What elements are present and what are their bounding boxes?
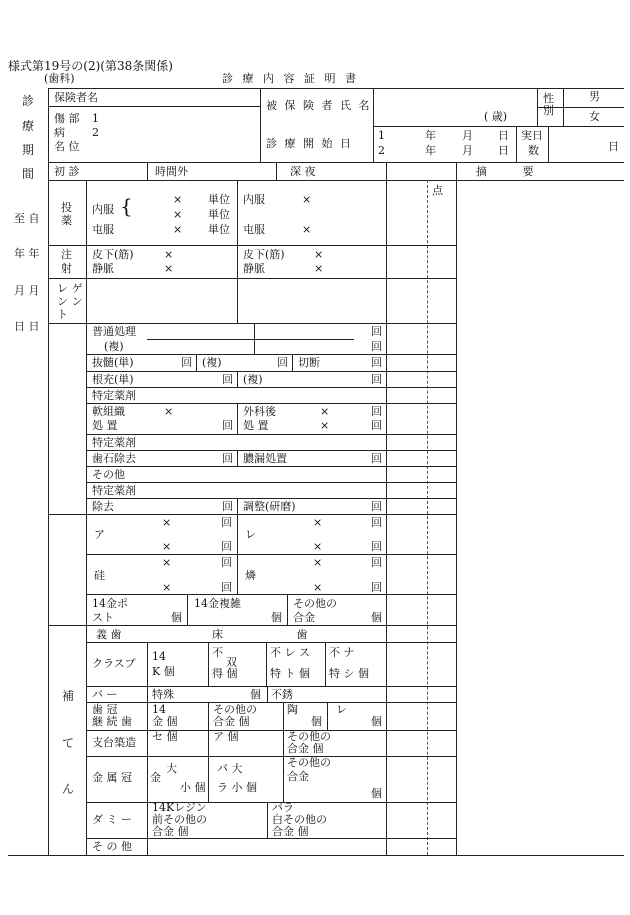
pala-large: パ 大 [217, 762, 243, 775]
injury-label-2: 病 [54, 126, 65, 139]
label-shin: 診 [22, 94, 35, 108]
count-unit: 個 [171, 611, 182, 624]
insurer-label: 保険者名 [54, 91, 98, 104]
fuku-label: (複) [104, 340, 124, 353]
dummy-pala-2: 白その他の [272, 813, 327, 826]
times-unit: 回 [221, 581, 232, 594]
abutment-amalgam: ア 個 [213, 730, 239, 743]
days-unit: 日 [608, 140, 619, 153]
dummy-resin-1: 14Kレジン [152, 801, 207, 814]
injury-row-2: 2 [92, 126, 99, 139]
times-unit: 回 [371, 581, 382, 594]
jokyo-label: 除去 [92, 500, 114, 513]
male-option[interactable]: 男 [589, 90, 600, 103]
crown-post-label-2: 継 続 歯 [92, 715, 132, 728]
crown-14k-2: 金 個 [152, 715, 178, 728]
times-unit: 回 [222, 500, 233, 513]
times-unit: 回 [277, 356, 288, 369]
cross-mark: × [313, 581, 323, 594]
age-label: ( 歳) [484, 110, 508, 123]
cross-mark: × [320, 419, 330, 432]
denture-base-label: 床 歯 [212, 628, 308, 641]
nansoshiki-label: 軟組織 [92, 405, 125, 418]
pala-small: ラ 小 個 [217, 781, 257, 794]
setsudan-label: 切断 [298, 356, 320, 369]
count-unit: 個 [250, 688, 261, 701]
tokutei-yakuzai-label: 特定薬剤 [92, 436, 136, 449]
unit-label: 単位 [208, 193, 230, 206]
dummy-pala-3: 合金 個 [272, 825, 309, 838]
points-label: 点 [432, 184, 443, 197]
shochi-label: 処 置 [92, 419, 118, 432]
chusha-label-2: 射 [61, 262, 72, 275]
shinya-label: 深 夜 [290, 165, 316, 178]
times-unit: 回 [221, 556, 232, 569]
xray-label-1: レ ゲ [57, 282, 83, 295]
hoteen-label-3: ん [62, 782, 75, 796]
count-unit: 個 [371, 715, 382, 728]
clasp-nash-2: 特 シ 個 [329, 667, 369, 680]
times-unit: 回 [371, 419, 382, 432]
hoteen-label-1: 補 [62, 689, 75, 703]
insured-name-label: 被 保 険 者 氏 名 [266, 99, 372, 112]
actual-days-label-2: 数 [528, 144, 539, 157]
start-row-2: 2 [378, 144, 385, 157]
times-unit: 回 [371, 500, 382, 513]
year-1: 年 [425, 129, 436, 142]
tokutei-yakuzai-label: 特定薬剤 [92, 389, 136, 402]
phosphate-label: 燐 [245, 569, 256, 582]
clasp-stainless-2: 特 ト 個 [270, 667, 310, 680]
clasp-label: クラスプ [92, 657, 136, 670]
cross-mark: × [173, 193, 183, 206]
gold-label: 金 [150, 771, 161, 784]
cross-mark: × [162, 516, 172, 529]
times-unit: 回 [222, 419, 233, 432]
gekago-label: 外科後 [243, 405, 276, 418]
year-2: 年 [425, 144, 436, 157]
metal-crown-label: 金 属 冠 [92, 771, 132, 784]
tonpuku-label-night: 屯服 [243, 223, 265, 236]
fukuzatsu-label: 14金複雑 [194, 597, 241, 610]
naifuku-label: 内服 [92, 203, 114, 216]
cross-mark: × [162, 540, 172, 553]
shoshin-label: 初 診 [54, 165, 80, 178]
prosthesis-other-label: そ の 他 [92, 840, 132, 853]
label-itaru-jiyori: 至 自 [14, 212, 40, 225]
summary-header: 摘 要 [476, 165, 550, 178]
abutment-other-1: その他の [287, 730, 331, 743]
dummy-label: ダ ミ ー [92, 813, 132, 826]
cross-mark: × [313, 516, 323, 529]
label-year: 年 年 [14, 247, 40, 260]
tokutei-yakuzai-label: 特定薬剤 [92, 484, 136, 497]
crown-large: 大 [166, 762, 177, 775]
dummy-resin-3: 合金 個 [152, 825, 189, 838]
resin-label: レ [245, 528, 256, 541]
fuku-label: (複) [243, 373, 263, 386]
cross-mark: × [164, 248, 174, 261]
start-date-label: 診 療 開 始 日 [266, 137, 353, 150]
count-unit: 個 [371, 611, 382, 624]
jomyaku-label-night: 静脈 [243, 262, 265, 275]
hika-label: 皮下(筋) [92, 248, 134, 261]
cross-mark: × [313, 556, 323, 569]
cross-mark: × [314, 262, 324, 275]
count-unit: 個 [311, 715, 322, 728]
cross-mark: × [314, 248, 324, 261]
hoteen-label-2: て [62, 736, 75, 750]
tonpuku-label: 屯服 [92, 223, 114, 236]
month-1: 月 [462, 129, 473, 142]
xray-label-3: ト [57, 308, 68, 321]
times-unit: 回 [371, 540, 382, 553]
noro-label: 膿漏処置 [243, 452, 287, 465]
fuku-label: (複) [202, 356, 222, 369]
futsu-shori-label: 普通処理 [92, 325, 136, 338]
clasp-14k-2: K 個 [152, 665, 175, 678]
clasp-stainless-1: 不 レ ス [270, 646, 310, 659]
crown-post-label-1: 歯 冠 [92, 703, 118, 716]
times-unit: 回 [371, 405, 382, 418]
cross-mark: × [173, 208, 183, 221]
clasp-nash-1: 不 ナ [329, 646, 355, 659]
silicate-label: 硅 [94, 569, 105, 582]
form-number: 様式第19号の(2)(第38条関係) [8, 59, 173, 73]
label-month: 月 月 [14, 284, 40, 297]
cross-mark: × [302, 193, 312, 206]
times-unit: 回 [371, 340, 382, 353]
times-unit: 回 [222, 373, 233, 386]
sex-label: 性 別 [543, 92, 554, 117]
times-unit: 回 [371, 325, 382, 338]
times-unit: 回 [221, 516, 232, 529]
unit-label: 単位 [208, 208, 230, 221]
clasp-14k-1: 14 [152, 650, 166, 663]
abutment-label: 支台築造 [92, 736, 136, 749]
shochi-label: 処 置 [243, 419, 269, 432]
cross-mark: × [302, 223, 312, 236]
post-label-2: スト [92, 611, 114, 624]
abutment-cement: セ 個 [152, 730, 178, 743]
konju-label: 根充(単) [92, 373, 134, 386]
times-unit: 回 [371, 356, 382, 369]
times-unit: 回 [371, 516, 382, 529]
jomyaku-label: 静脈 [92, 262, 114, 275]
times-unit: 回 [222, 452, 233, 465]
toyaku-label-2: 薬 [61, 214, 72, 227]
injury-label-1: 傷 部 [54, 112, 80, 125]
other-alloy-label-2: 合金 [293, 611, 315, 624]
label-ki: 期 [22, 143, 35, 157]
other-alloy-label-1: その他の [293, 597, 337, 610]
hika-label-night: 皮下(筋) [243, 248, 285, 261]
toyaku-label-1: 投 [61, 201, 72, 214]
amalgam-label: ア [94, 528, 105, 541]
label-ryo: 療 [22, 119, 35, 133]
chosei-label: 調整(研磨) [243, 500, 296, 513]
dummy-pala-1: パラ [272, 801, 294, 814]
cross-mark: × [162, 581, 172, 594]
shiseki-label: 歯石除去 [92, 452, 136, 465]
crown-small: 小 個 [180, 781, 206, 794]
cross-mark: × [162, 556, 172, 569]
cross-mark: × [320, 405, 330, 418]
resin-crown-label: レ [336, 703, 347, 716]
clasp-fu-1: 不 [212, 646, 223, 659]
dummy-resin-2: 前その他の [152, 813, 207, 826]
crown-other-1: その他の [213, 703, 257, 716]
gishi-label: 義 歯 [96, 628, 122, 641]
start-row-1: 1 [378, 129, 385, 142]
jikangai-label: 時間外 [155, 165, 188, 178]
times-unit: 回 [371, 452, 382, 465]
crown-other-alloy-2: 合金 [287, 770, 309, 783]
dental-label: (歯科) [44, 72, 75, 85]
times-unit: 回 [371, 556, 382, 569]
injury-label-3: 名 位 [54, 140, 80, 153]
label-day: 日 日 [14, 320, 40, 333]
times-unit: 回 [221, 540, 232, 553]
day-1: 日 [498, 129, 509, 142]
cross-mark: × [164, 405, 174, 418]
crown-other-2: 合金 個 [213, 715, 250, 728]
abutment-other-2: 合金 個 [287, 742, 324, 755]
female-option[interactable]: 女 [589, 110, 600, 123]
sonota-label: その他 [92, 468, 125, 481]
crown-14k-1: 14 [152, 703, 166, 716]
cross-mark: × [173, 223, 183, 236]
times-unit: 回 [371, 373, 382, 386]
naifuku-label-night: 内服 [243, 193, 265, 206]
cross-mark: × [164, 262, 174, 275]
times-unit: 回 [181, 356, 192, 369]
label-kan: 間 [22, 167, 35, 181]
crown-other-alloy-1: その他の [287, 756, 331, 769]
form-title: 診 療 内 容 証 明 書 [222, 72, 359, 85]
clasp-fu-2: 得 個 [212, 667, 238, 680]
actual-days-label-1: 実日 [521, 129, 543, 142]
chusha-label-1: 注 [61, 248, 72, 261]
count-unit: 個 [271, 611, 282, 624]
injury-row-1: 1 [92, 112, 99, 125]
count-unit: 個 [371, 787, 382, 800]
post-label-1: 14金ポ [92, 597, 128, 610]
brace-icon: { [120, 194, 133, 218]
bakuzui-label: 抜髄(単) [92, 356, 134, 369]
bar-label: バ ー [92, 688, 118, 701]
day-2: 日 [498, 144, 509, 157]
month-2: 月 [462, 144, 473, 157]
clasp-so: 双 [226, 656, 237, 669]
porcelain-label: 陶 [287, 703, 298, 716]
unit-label: 単位 [208, 223, 230, 236]
cross-mark: × [313, 540, 323, 553]
xray-label-2: ン ン [57, 295, 83, 308]
bar-stainless: 不銹 [271, 688, 293, 701]
bar-special: 特殊 [152, 688, 174, 701]
